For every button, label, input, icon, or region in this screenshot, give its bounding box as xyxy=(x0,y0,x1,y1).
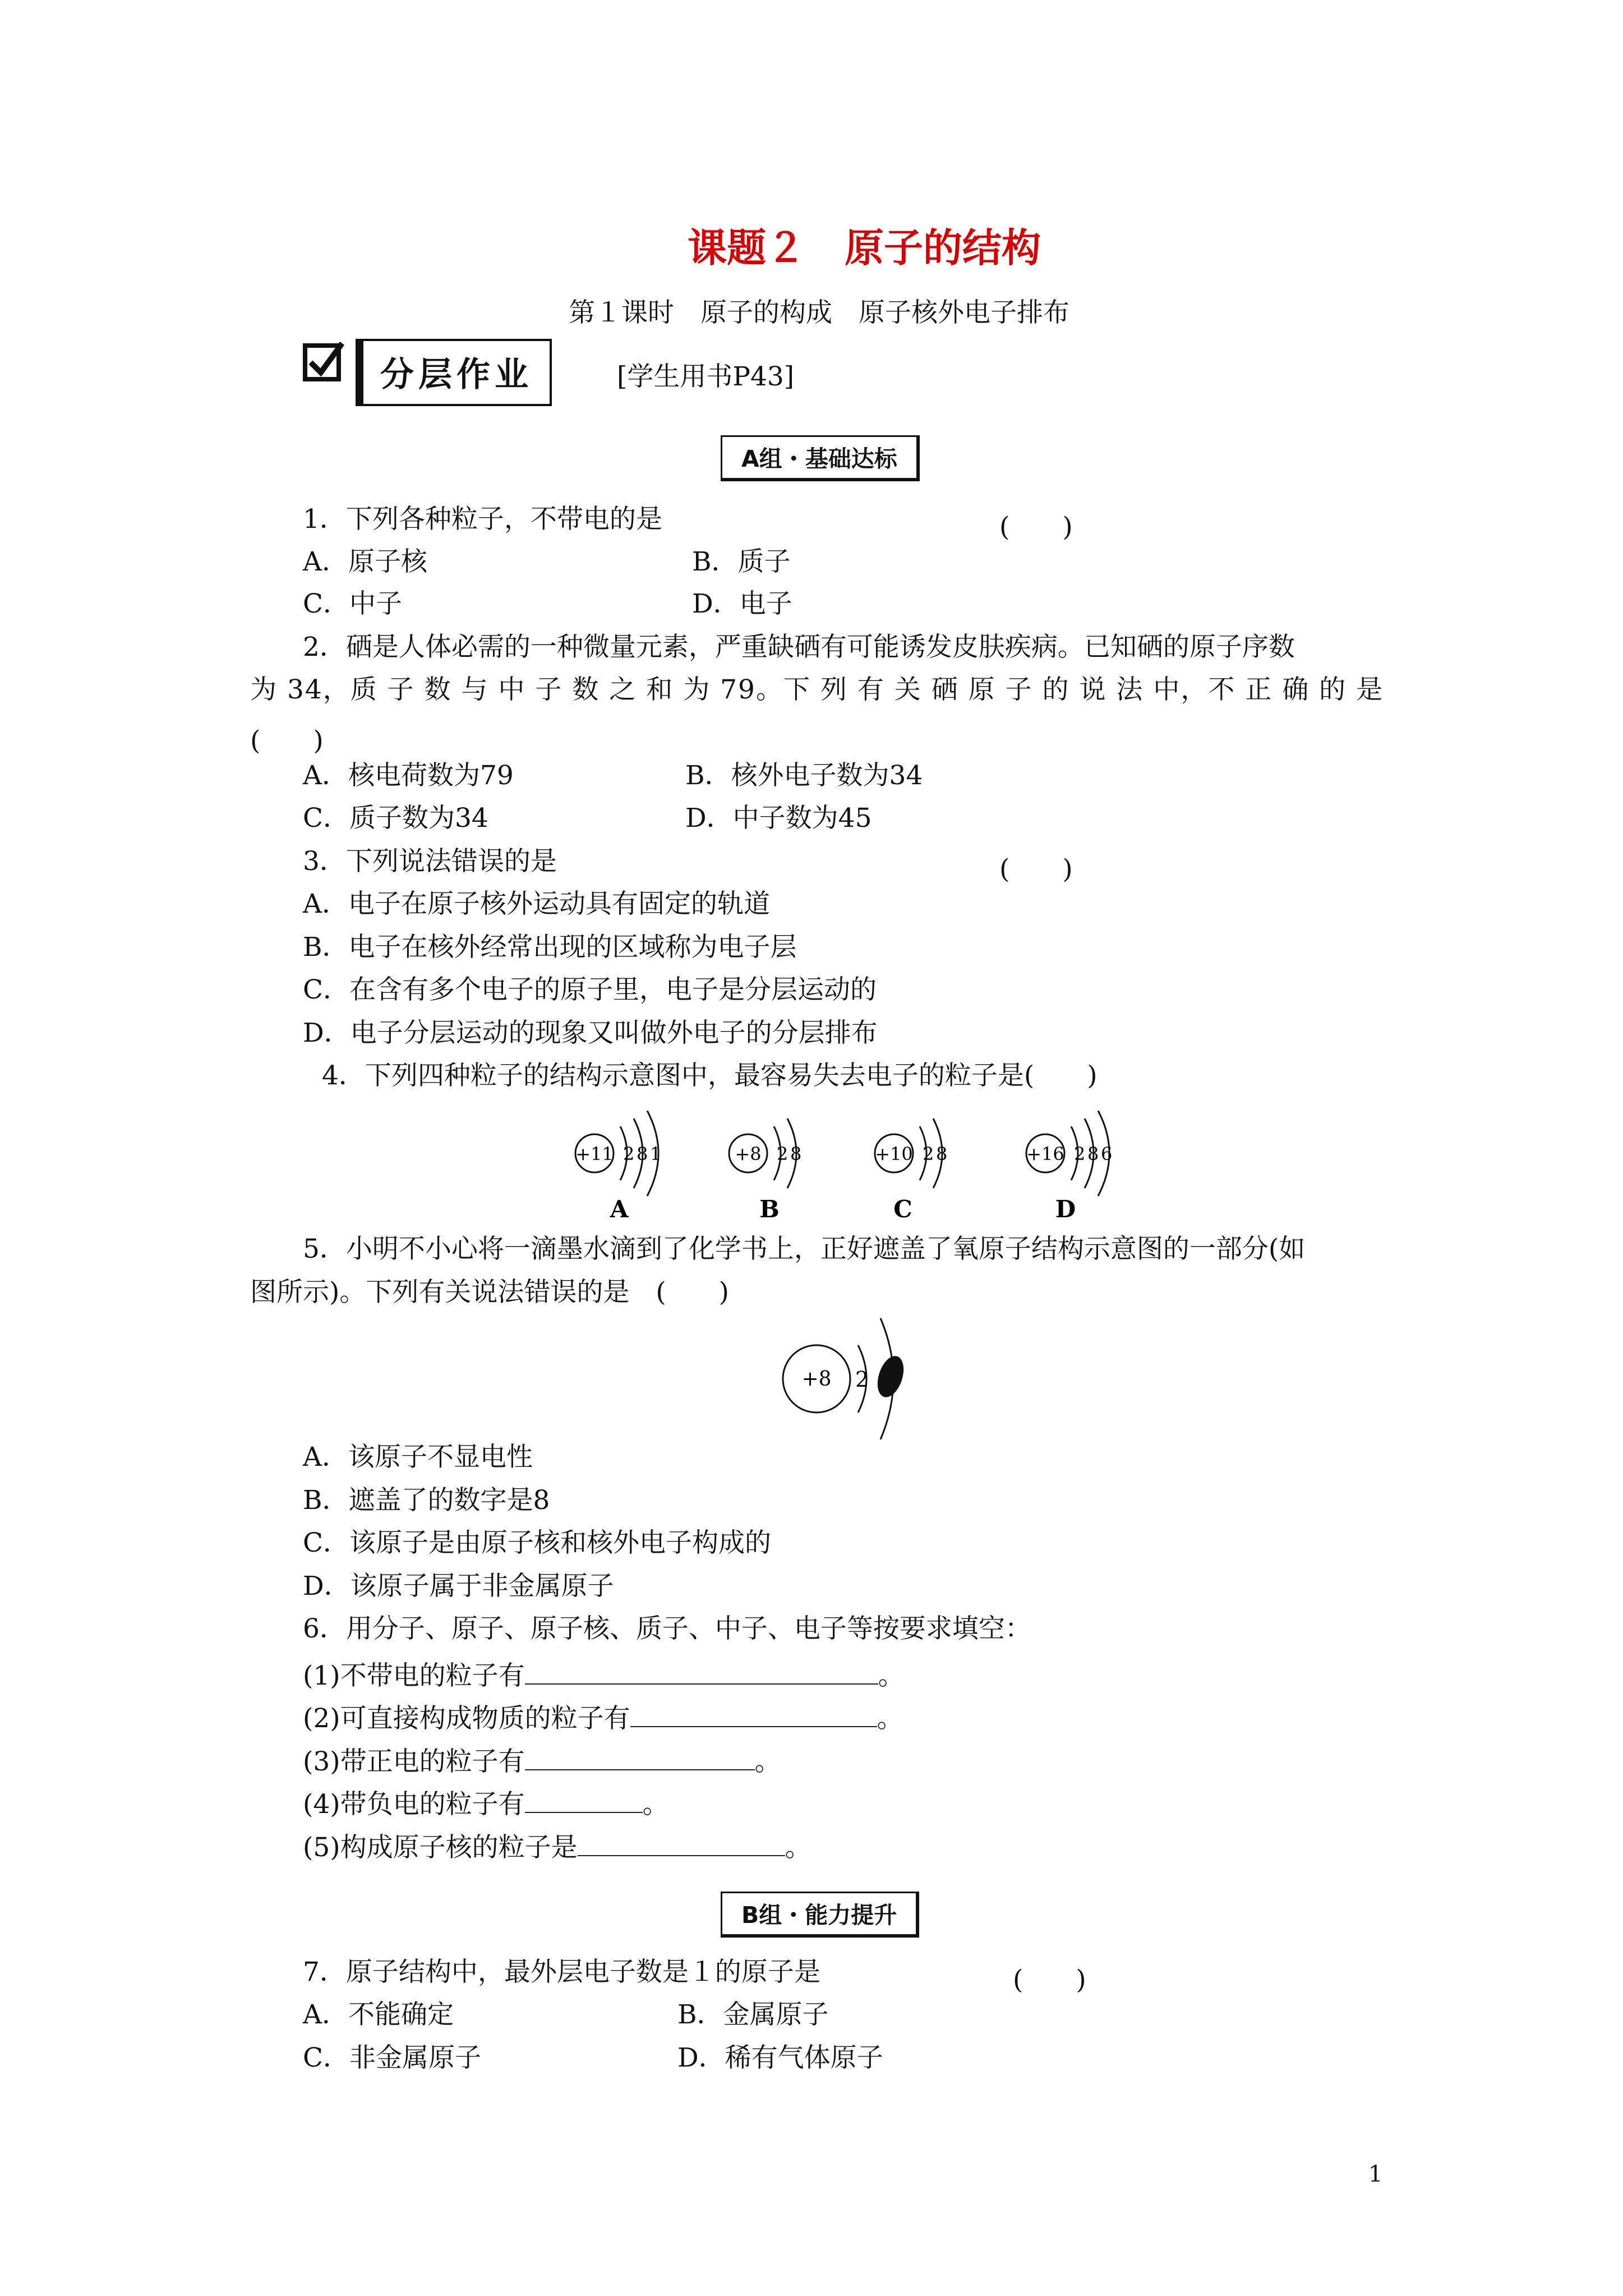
q4-c-nucleus: +10 xyxy=(875,1143,913,1165)
q7-option-b: B．金属原子 xyxy=(677,1999,829,2030)
q2-option-c: C．质子数为34 xyxy=(303,803,488,834)
checkbox-icon xyxy=(303,341,344,383)
q5-oxygen-diagram xyxy=(774,1313,920,1447)
q7-answer-paren: ( ) xyxy=(1013,1964,1086,1995)
q6-blank-4[interactable] xyxy=(525,1787,643,1813)
q7-option-a: A．不能确定 xyxy=(303,1999,454,2030)
q6-part-2 xyxy=(303,1701,903,1732)
q2-line-1: 2．硒是人体必需的一种微量元素，严重缺硒有可能诱发皮肤疾病。已知硒的原子序数 xyxy=(303,632,1295,662)
q6-part-2-text: (2)可直接构成物质的粒子有 xyxy=(303,1703,630,1734)
q4-b-shell-1: 2 xyxy=(777,1143,789,1165)
book-reference: [学生用书P43] xyxy=(617,361,795,392)
q4-a-nucleus: +11 xyxy=(575,1143,614,1165)
q1-option-c: C．中子 xyxy=(303,588,402,619)
atom-diagram-c xyxy=(875,1119,947,1223)
q4-d-shell-1: 2 xyxy=(1074,1143,1086,1165)
q6-part-5-end: 。 xyxy=(785,1832,811,1863)
ink-blot xyxy=(873,1352,908,1400)
q4-d-label: D xyxy=(1055,1195,1076,1223)
q4-b-nucleus: +8 xyxy=(735,1143,762,1165)
q5-option-b: B．遮盖了的数字是8 xyxy=(303,1485,550,1516)
q4-c-shell-2: 8 xyxy=(936,1143,948,1165)
q4-a-shell-2: 8 xyxy=(637,1143,648,1165)
lesson-subtitle: 第１课时 原子的构成 原子核外电子排布 xyxy=(569,297,1069,328)
q6-part-4-text: (4)带负电的粒子有 xyxy=(303,1789,525,1820)
q2-option-b: B．核外电子数为34 xyxy=(685,760,923,791)
q3-stem: 3．下列说法错误的是 xyxy=(303,846,557,877)
q6-part-4 xyxy=(303,1787,669,1818)
q4-a-shell-1: 2 xyxy=(623,1143,635,1165)
atom-diagram-d xyxy=(1026,1111,1112,1223)
q7-stem: 7．原子结构中，最外层电子数是１的原子是 xyxy=(303,1957,820,1987)
q5-nucleus: +8 xyxy=(801,1368,832,1391)
q1-option-d: D．电子 xyxy=(692,588,792,619)
q6-stem: 6．用分子、原子、原子核、质子、中子、电子等按要求填空： xyxy=(303,1613,1031,1644)
q4-b-shell-2: 8 xyxy=(790,1143,802,1165)
q3-answer-paren: ( ) xyxy=(999,854,1073,885)
q1-answer-paren: ( ) xyxy=(999,512,1073,542)
q2-option-a: A．核电荷数为79 xyxy=(303,760,514,791)
atom-diagram-a xyxy=(575,1111,661,1223)
q6-part-2-end: 。 xyxy=(877,1703,903,1734)
q7-option-c: C．非金属原子 xyxy=(303,2042,481,2073)
q3-option-d: D．电子分层运动的现象又叫做外电子的分层排布 xyxy=(303,1018,878,1048)
q4-c-label: C xyxy=(893,1195,912,1223)
q4-d-shell-3: 6 xyxy=(1101,1143,1113,1165)
q4-b-label: B xyxy=(759,1195,780,1223)
q4-a-label: A xyxy=(610,1195,629,1223)
q4-stem: 4．下列四种粒子的结构示意图中，最容易失去电子的粒子是( ) xyxy=(322,1060,1098,1091)
q6-part-5 xyxy=(303,1830,811,1861)
q6-part-1-text: (1)不带电的粒子有 xyxy=(303,1660,525,1691)
q2-option-d: D．中子数为45 xyxy=(685,803,872,834)
q6-part-1-end: 。 xyxy=(878,1660,905,1691)
q6-part-4-end: 。 xyxy=(642,1789,669,1820)
q6-part-3 xyxy=(303,1745,781,1775)
q2-line-2: 为 34，质 子 数 与 中 子 数 之 和 为 79。下 列 有 关 硒 原 子 的 说 法 中，不 正 确 的 是 xyxy=(250,674,1384,705)
q5-option-a: A．该原子不显电性 xyxy=(303,1442,533,1473)
q4-c-shell-1: 2 xyxy=(923,1143,934,1165)
q6-part-5-text: (5)构成原子核的粒子是 xyxy=(303,1832,578,1863)
q4-d-shell-2: 8 xyxy=(1087,1143,1099,1165)
atom-diagram-b xyxy=(729,1119,801,1223)
q4-atom-diagrams xyxy=(550,1111,1155,1228)
q6-part-3-text: (3)带正电的粒子有 xyxy=(303,1746,525,1777)
q5-option-d: D．该原子属于非金属原子 xyxy=(303,1571,614,1602)
q4-a-shell-3: 1 xyxy=(650,1143,662,1165)
q3-option-a: A．电子在原子核外运动具有固定的轨道 xyxy=(303,889,770,919)
q6-blank-2[interactable] xyxy=(630,1701,877,1727)
group-b-heading: B组・能力提升 xyxy=(721,1892,919,1938)
q6-blank-5[interactable] xyxy=(578,1830,785,1856)
q1-option-a: A．原子核 xyxy=(303,546,427,577)
q1-option-b: B．质子 xyxy=(692,546,791,577)
homework-badge: 分层作业 xyxy=(356,339,552,406)
page-number: 1 xyxy=(1368,2161,1383,2187)
q1-stem: 1．下列各种粒子，不带电的是 xyxy=(303,504,662,535)
q7-option-d: D．稀有气体原子 xyxy=(677,2042,883,2073)
q6-blank-1[interactable] xyxy=(525,1659,878,1685)
q6-blank-3[interactable] xyxy=(525,1745,755,1770)
q3-option-b: B．电子在核外经常出现的区域称为电子层 xyxy=(303,932,797,963)
q2-answer-paren: ( ) xyxy=(250,725,324,756)
q4-d-nucleus: +16 xyxy=(1026,1143,1064,1165)
q5-line-1: 5．小明不小心将一滴墨水滴到了化学书上，正好遮盖了氧原子结构示意图的一部分(如 xyxy=(303,1234,1306,1264)
q3-option-c: C．在含有多个电子的原子里，电子是分层运动的 xyxy=(303,974,877,1005)
q5-line-2: 图所示)。下列有关说法错误的是 ( ) xyxy=(250,1277,730,1308)
lesson-title: 课题２ 原子的结构 xyxy=(688,225,1041,271)
q6-part-1 xyxy=(303,1659,905,1689)
q5-shell-1: 2 xyxy=(855,1367,869,1392)
group-a-heading: A组・基础达标 xyxy=(721,435,920,481)
q5-option-c: C．该原子是由原子核和核外电子构成的 xyxy=(303,1527,771,1558)
q6-part-3-end: 。 xyxy=(754,1746,781,1777)
